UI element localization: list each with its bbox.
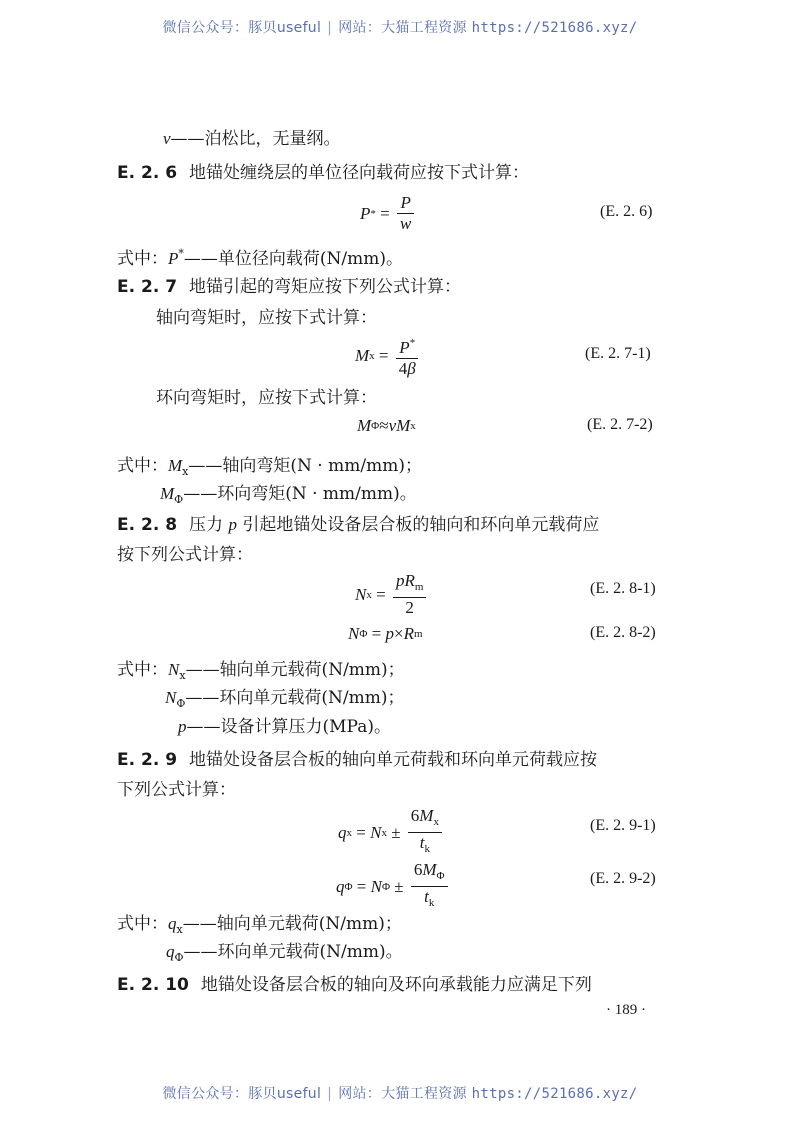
- watermark-site: 网站：大猫工程资源: [338, 1086, 467, 1102]
- eqno-e27-1: (E. 2. 7-1): [585, 345, 651, 362]
- where-label: 式中：: [117, 914, 168, 934]
- eqno-e28-2: (E. 2. 8-2): [590, 624, 656, 641]
- clause-text-b: 引起地锚处设备层合板的轴向和环向单元载荷应: [236, 515, 600, 535]
- formula-e29-2: q Φ = N Φ ± $\frac{6M_\Phi}{t_k}$: [336, 860, 451, 913]
- clause-number: E. 2. 7: [117, 277, 178, 297]
- eqno-e28-1: (E. 2. 8-1): [590, 580, 656, 597]
- where-label: 式中：: [117, 249, 168, 269]
- eqno-e29-1: (E. 2. 9-1): [590, 817, 656, 834]
- clause-number: E. 2. 8: [117, 515, 178, 535]
- watermark-top: [0, 17, 800, 37]
- nx-definition: 式中：$N_x——$轴向单元载荷(N/mm)；: [117, 660, 405, 682]
- formula-e28-2: N Φ = p × R m: [348, 624, 423, 643]
- clause-e29: [117, 748, 597, 772]
- pstar-definition: 式中：P*——单位径向载荷(N/mm)。: [117, 247, 403, 269]
- clause-e27: [117, 275, 461, 299]
- clause-e28: [117, 513, 599, 537]
- qphi-desc: ——环向单元载荷(N/mm)。: [183, 942, 403, 962]
- nphi-desc: ——环向单元载荷(N/mm)；: [185, 688, 405, 708]
- page-number: · 189 ·: [606, 1002, 646, 1018]
- formula-e28-1: N x = $\frac{pR_m}{2}$: [355, 571, 429, 618]
- where-label: 式中：: [117, 660, 168, 680]
- watermark-site: 网站：大猫工程资源: [338, 20, 467, 36]
- p-definition: p——设备计算压力(MPa)。: [178, 717, 391, 737]
- clause-text-a: 地锚处设备层合板的轴向单元荷载和环向单元荷载应按: [189, 750, 598, 770]
- mphi-definition: $M_\Phi——$环向弯矩(N · mm/mm)。: [160, 484, 417, 506]
- clause-e210: [117, 973, 592, 997]
- hoop-moment-intro: 环向弯矩时，应按下式计算：: [156, 388, 377, 408]
- qx-definition: 式中：$q_x——$轴向单元载荷(N/mm)；: [117, 914, 402, 936]
- watermark-wechat: 微信公众号：豚贝useful: [162, 1086, 322, 1102]
- where-label: 式中：: [117, 456, 168, 476]
- watermark-wechat: 微信公众号：豚贝useful: [162, 20, 322, 36]
- clause-number: E. 2. 6: [117, 163, 178, 183]
- clause-number: E. 2. 10: [117, 975, 189, 995]
- formula-e29-1: q x = N x ± $\frac{6M_x}{t_k}$: [338, 806, 445, 859]
- watermark-url: https://521686.xyz/: [471, 1086, 638, 1102]
- watermark-bottom: [0, 1083, 800, 1103]
- clause-text: 地锚引起的弯矩应按下列公式计算：: [189, 277, 462, 297]
- qx-desc: ——轴向单元载荷(N/mm)；: [182, 914, 402, 934]
- qphi-definition: $q_\Phi——$环向单元载荷(N/mm)。: [166, 942, 403, 964]
- formula-e27-1: M x = $\frac{P^*}{4\beta}$: [355, 333, 422, 379]
- eqno-e26: (E. 2. 6): [600, 203, 653, 220]
- mx-definition: 式中：$M_x——$轴向弯矩(N · mm/mm)；: [117, 456, 422, 478]
- clause-e26: [117, 161, 529, 185]
- eqno-e29-2: (E. 2. 9-2): [590, 870, 656, 887]
- clause-text: 地锚处设备层合板的轴向及环向承载能力应满足下列: [200, 975, 592, 995]
- watermark-separator: |: [327, 1086, 333, 1102]
- eqno-e27-2: (E. 2. 7-2): [587, 416, 653, 433]
- mphi-desc: ——环向弯矩(N · mm/mm)。: [183, 484, 417, 504]
- nu-desc: ——泊松比，无量纲。: [170, 129, 341, 149]
- clause-number: E. 2. 9: [117, 750, 178, 770]
- clause-text: 地锚处缠绕层的单位径向载荷应按下式计算：: [189, 163, 530, 183]
- mx-desc: ——轴向弯矩(N · mm/mm)；: [188, 456, 422, 476]
- watermark-url: https://521686.xyz/: [471, 20, 638, 36]
- formula-e27-2: M Φ ≈ νM x: [357, 416, 416, 435]
- clause-e28-cont: 按下列公式计算：: [117, 545, 253, 565]
- nu-definition: [163, 127, 341, 151]
- axial-moment-intro: 轴向弯矩时，应按下式计算：: [156, 308, 377, 328]
- pstar-desc: ——单位径向载荷(N/mm)。: [183, 249, 403, 269]
- var-p: p: [228, 515, 237, 534]
- clause-text-a: 压力: [189, 515, 229, 535]
- clause-e29-cont: 下列公式计算：: [117, 780, 236, 800]
- watermark-separator: |: [327, 20, 333, 36]
- var-nu: ν: [163, 129, 171, 148]
- formula-e26: P * = $\frac{P}{w}$: [360, 193, 417, 234]
- p-desc: ——设备计算压力(MPa)。: [186, 717, 391, 737]
- nphi-definition: $N_\Phi——$环向单元载荷(N/mm)；: [165, 688, 405, 710]
- nx-desc: ——轴向单元载荷(N/mm)；: [185, 660, 405, 680]
